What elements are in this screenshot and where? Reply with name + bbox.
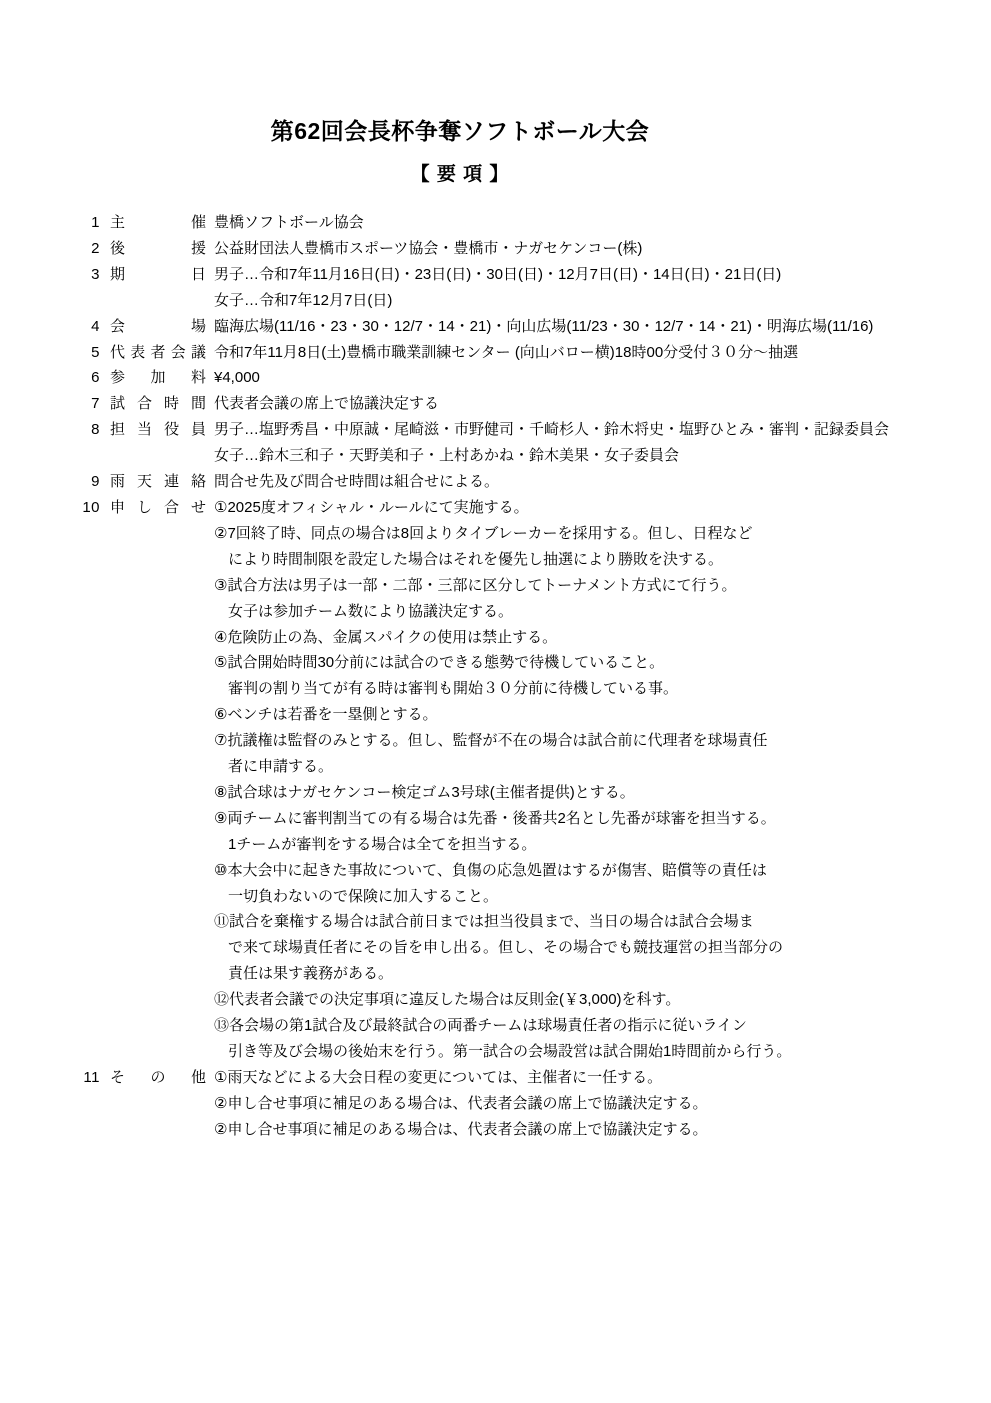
item-content-line: ⑨両チームに審判割当ての有る場合は先番・後番共2名とし先番が球審を担当する。: [214, 809, 776, 827]
list-item: [0, 340, 920, 366]
item-content: [214, 314, 920, 340]
item-content-line: ⑦抗議権は監督のみとする。但し、監督が不在の場合は試合前に代理者を球場責任: [214, 732, 768, 750]
item-content: [214, 391, 920, 417]
item-content-line: 引き等及び会場の後始末を行う。第一試合の会場設営は試合開始1時間前から行う。: [228, 1043, 792, 1060]
list-item: [0, 262, 920, 314]
item-content: [214, 210, 920, 236]
item-number: 2: [91, 239, 100, 257]
item-content-line: 者に申請する。: [228, 758, 334, 776]
item-content: [214, 236, 920, 262]
list-item: [0, 391, 920, 417]
item-number: 4: [91, 317, 100, 335]
item-content: [214, 365, 920, 391]
item-number: 6: [91, 369, 100, 387]
item-content-line: 代表者会議の席上で協議決定する: [214, 395, 440, 413]
item-content: [214, 262, 920, 314]
item-label: その他: [110, 1068, 206, 1086]
item-label: 試合時間: [110, 395, 206, 413]
item-content-line: ¥4,000: [214, 369, 260, 387]
item-content-line: 公益財団法人豊橋市スポーツ協会・豊橋市・ナガセケンコー(株): [214, 239, 643, 257]
item-content-line: ⑪試合を棄権する場合は試合前日までは担当役員まで、当日の場合は試合会場ま: [214, 913, 754, 931]
item-content-line: ②7回終了時、同点の場合は8回よりタイブレーカーを採用する。但し、日程など: [214, 524, 753, 542]
item-content: [214, 417, 920, 469]
item-content-line: 臨海広場(11/16・23・30・12/7・14・21)・向山広場(11/23・30・12/7・14・21)・明海広場(11/16): [214, 317, 874, 335]
item-number: 10: [82, 498, 100, 516]
page-title: 第62回会長杯争奪ソフトボール大会: [270, 118, 650, 144]
item-label: 主催: [110, 214, 206, 231]
notice-list: [0, 210, 920, 1143]
list-item: [0, 417, 920, 469]
item-content: [214, 495, 920, 1065]
item-content: [214, 340, 920, 366]
list-item: [0, 210, 920, 236]
item-content-line: 豊橋ソフトボール協会: [214, 214, 364, 231]
item-content-line: ⑤試合開始時間30分前には試合のできる態勢で待機していること。: [214, 654, 665, 672]
item-label: 参加料: [110, 369, 206, 387]
item-label: 雨天連絡: [110, 473, 206, 491]
item-number: 11: [83, 1068, 100, 1086]
item-content-line: ①雨天などによる大会日程の変更については、主催者に一任する。: [214, 1068, 663, 1086]
item-label: 後援: [110, 239, 206, 257]
item-content-line: 女子は参加チーム数により協議決定する。: [228, 602, 514, 620]
list-item: [0, 365, 920, 391]
item-number: 1: [91, 214, 100, 231]
item-content: [214, 469, 920, 495]
item-content-line: ⑥ベンチは若番を一塁側とする。: [214, 706, 438, 724]
item-content-line: ⑬各会場の第1試合及び最終試合の両番チームは球場責任者の指示に従いライン: [214, 1017, 747, 1035]
item-number: 9: [91, 473, 100, 491]
item-number: 7: [91, 395, 100, 413]
item-content-line: により時間制限を設定した場合はそれを優先し抽選により勝敗を決する。: [228, 550, 724, 568]
item-content-line: で来て球場責任者にその旨を申し出る。但し、その場合でも競技運営の担当部分の: [228, 939, 784, 957]
list-item: [0, 236, 920, 262]
item-content-line: ②申し合せ事項に補足のある場合は、代表者会議の席上で協議決定する。: [214, 1094, 708, 1112]
item-content-line: 女子…令和7年12月7日(日): [214, 291, 393, 309]
item-content-line: ②申し合せ事項に補足のある場合は、代表者会議の席上で協議決定する。: [214, 1120, 708, 1138]
item-content-line: 男子…令和7年11月16日(日)・23日(日)・30日(日)・12月7日(日)・14日(日)・21日(日): [214, 265, 782, 283]
item-content-line: ③試合方法は男子は一部・二部・三部に区分してトーナメント方式にて行う。: [214, 576, 737, 594]
item-label: 担当役員: [110, 421, 206, 439]
item-content-line: ④危険防止の為、金属スパイクの使用は禁止する。: [214, 628, 558, 646]
item-content-line: ⑧試合球はナガセケンコー検定ゴム3号球(主催者提供)とする。: [214, 783, 635, 801]
item-content-line: 責任は果す義務がある。: [228, 965, 394, 983]
item-content-line: ⑫代表者会議での決定事項に違反した場合は反則金(￥3,000)を科す。: [214, 991, 681, 1009]
list-item: [0, 495, 920, 1065]
item-content-line: ⑩本大会中に起きた事故について、負傷の応急処置はするが傷害、賠償等の責任は: [214, 861, 767, 879]
item-label: 代表者会議: [110, 343, 206, 361]
list-item: [0, 314, 920, 340]
item-label: 会場: [110, 317, 206, 335]
item-content-line: 男子…塩野秀昌・中原誠・尾崎滋・市野健司・千崎杉人・鈴木将史・塩野ひとみ・審判・記録委員会: [214, 421, 890, 439]
item-content-line: 令和7年11月8日(土)豊橋市職業訓練センター (向山バロー横)18時00分受付３０分～抽選: [214, 343, 799, 361]
item-content-line: 一切負わないので保険に加入すること。: [228, 887, 499, 905]
item-number: 8: [91, 421, 100, 439]
item-content-line: ①2025度オフィシャル・ルールにて実施する。: [214, 498, 529, 516]
item-content-line: 女子…鈴木三和子・天野美和子・上村あかね・鈴木美果・女子委員会: [214, 447, 680, 465]
item-content-line: 審判の割り当てが有る時は審判も開始３０分前に待機している事。: [228, 680, 679, 698]
item-number: 3: [91, 265, 100, 283]
list-item: [0, 469, 920, 495]
item-content-line: 問合せ先及び問合せ時間は組合せによる。: [214, 473, 500, 491]
page-subtitle: 【 要 項 】: [410, 164, 510, 185]
item-label: 申し合せ: [110, 498, 206, 516]
item-content-line: 1チームが審判をする場合は全てを担当する。: [228, 835, 537, 853]
list-item: [0, 1065, 920, 1143]
item-content: [214, 1065, 920, 1143]
item-number: 5: [91, 343, 100, 361]
item-label: 期日: [110, 265, 206, 283]
